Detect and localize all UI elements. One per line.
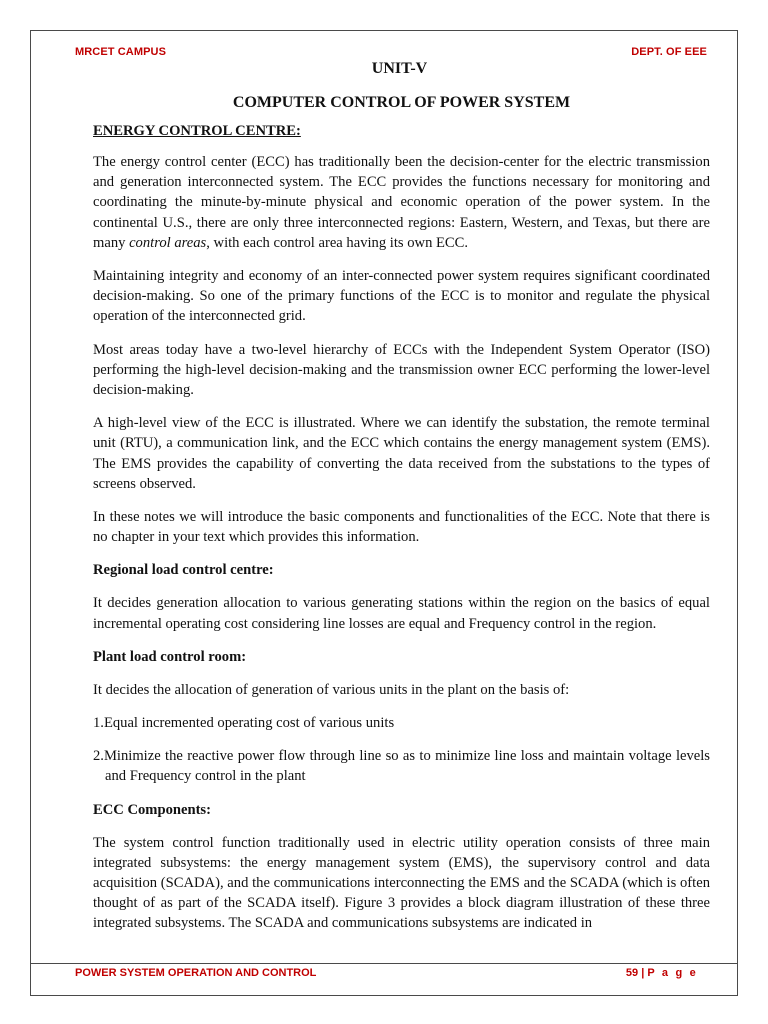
list-item: 1.Equal incremented operating cost of various units [93, 715, 395, 732]
page-separator: | [641, 967, 645, 979]
section-heading-ecc: ENERGY CONTROL CENTRE: [93, 123, 301, 139]
heading-ecc-components: ECC Components: [93, 801, 211, 818]
page-title: COMPUTER CONTROL OF POWER SYSTEM [232, 94, 571, 111]
paragraph-ecc-intro: The energy control center (ECC) has traditionally been the decision-center for the electric transmission and generation interconnected system. The ECC provides the functions necessary for monitoring and coordinating the minute-by-minute physical and economic operation of the power system. In the continental U.S., there are only three interconnected regions: Eastern, Western, and Texas, but there are many control areas, with each control area having its own ECC. [93, 154, 710, 251]
paragraph-hierarchy: Most areas today have a two-level hierarchy of ECCs with the Independent System Operator (ISO) performing the high-level decision-making and the transmission owner ECC performing the lower-level decision-making. [93, 341, 710, 399]
page-content [93, 58, 710, 934]
heading-plant-load: Plant load control room: [93, 648, 247, 665]
paragraph-plant-intro: It decides the allocation of generation of various units in the plant on the basis of: [93, 681, 570, 698]
control-areas-emphasis: control areas [129, 234, 207, 251]
footer-subject: POWER SYSTEM OPERATION AND CONTROL [75, 967, 317, 979]
unit-title: UNIT-V [371, 60, 428, 77]
page-label: P a g e [647, 967, 698, 979]
paragraph-integrity: Maintaining integrity and economy of an inter-connected power system requires significant coordinated decision-making. So one of the primary functions of the ECC is to monitor and regulate the physical operation of the interconnected grid. [93, 268, 710, 325]
paragraph-high-level-view: A high-level view of the ECC is illustrated. Where we can identify the substation, the remote terminal unit (RTU), a communication link, and the ECC which contains the energy management system (EMS). The EMS provides the capability of converting the data received from the substations to the types of screens observed. [93, 415, 710, 492]
footer-page-number [626, 967, 698, 979]
paragraph-regional-load: It decides generation allocation to various generating stations within the region on the basics of equal incremental operating cost considering line losses are equal and Frequency control in the region. [93, 595, 710, 632]
paragraph-notes: In these notes we will introduce the basic components and functionalities of the ECC. Note that there is no chapter in your text which provides this information. [93, 509, 710, 546]
footer-divider [30, 963, 738, 964]
header-campus: MRCET CAMPUS [75, 46, 167, 58]
header-department: DEPT. OF EEE [631, 46, 707, 58]
paragraph-ecc-components: The system control function traditionally used in electric utility operation consists of three main integrated subsystems: the energy management system (EMS), the supervisory control and data acquisition (SCADA), and the communications interconnecting the EMS and the SCADA (which is often thought of as part of the SCADA itself). Figure 3 provides a block diagram illustration of these three integrated subsystems. The SCADA and communications subsystems are indicated in [93, 834, 710, 932]
list-item: 2.Minimize the reactive power flow through line so as to minimize line loss and maintain voltage levels and Frequency control in the plant [93, 748, 710, 785]
page-number: 59 [625, 967, 639, 979]
heading-regional-load: Regional load control centre: [93, 562, 274, 579]
